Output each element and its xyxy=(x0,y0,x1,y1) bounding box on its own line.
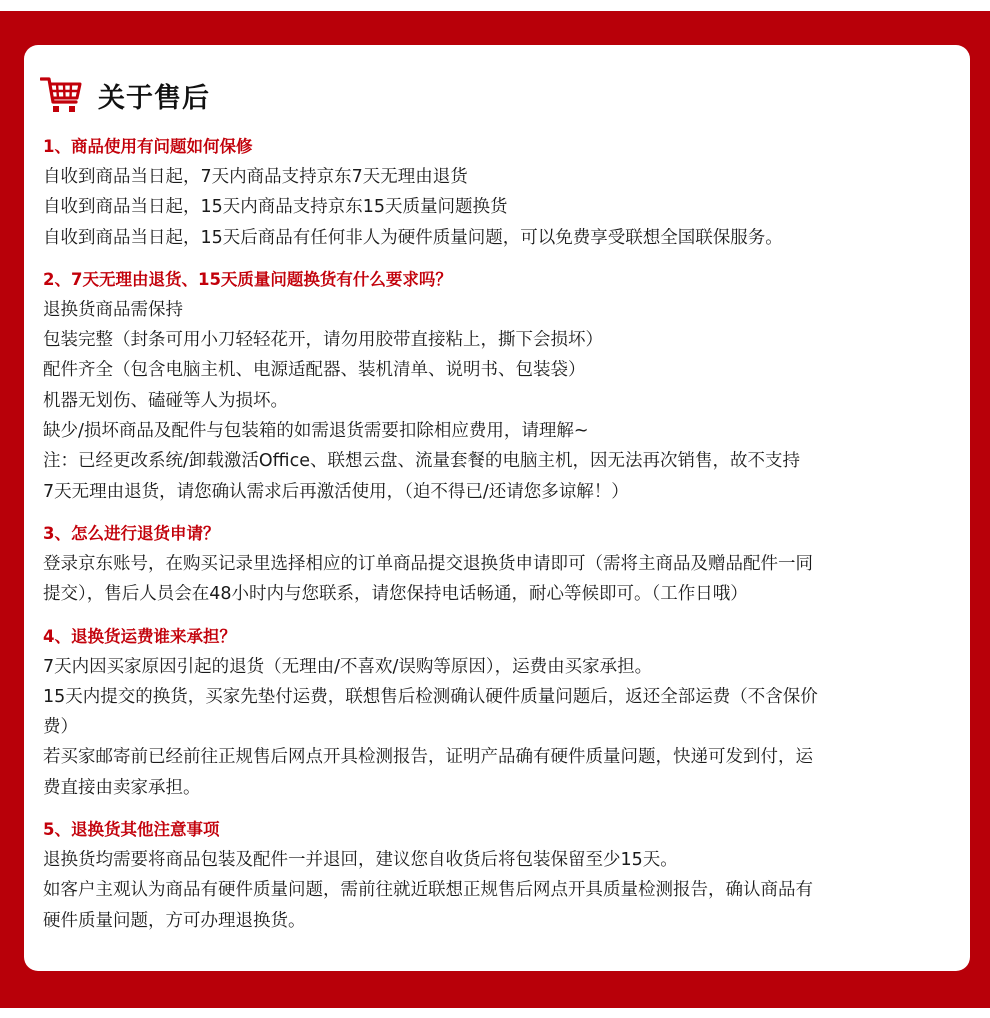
section-warranty xyxy=(43,132,955,253)
section-line: 若买家邮寄前已经前往正规售后网点开具检测报告，证明产品确有硬件质量问题，快递可发到付，运 xyxy=(43,747,813,768)
section-line: 缺少/损坏商品及配件与包装箱的如需退货需要扣除相应费用，请理解~ xyxy=(43,421,589,442)
section-line: 退换货商品需保持 xyxy=(43,299,183,320)
section-heading: 1、商品使用有问题如何保修 xyxy=(43,137,253,156)
shopping-cart-icon xyxy=(40,75,82,115)
section-line: 费直接由卖家承担。 xyxy=(43,777,201,798)
section-line: 自收到商品当日起，15天后商品有任何非人为硬件质量问题，可以免费享受联想全国联保服务。 xyxy=(43,227,783,248)
section-line: 7天内因买家原因引起的退货（无理由/不喜欢/误购等原因），运费由买家承担。 xyxy=(43,656,653,677)
section-line: 硬件质量问题，方可办理退换货。 xyxy=(43,910,306,931)
section-line: 7天无理由退货，请您确认需求后再激活使用，（迫不得已/还请您多谅解！） xyxy=(43,481,629,502)
section-return-requirements xyxy=(43,265,955,507)
section-other-notes xyxy=(43,815,955,936)
section-heading: 2、7天无理由退货、15天质量问题换货有什么要求吗？ xyxy=(43,269,452,289)
section-line: 如客户主观认为商品有硬件质量问题，需前往就近联想正规售后网点开具质量检测报告，确认商品有 xyxy=(43,880,813,901)
section-line: 退换货均需要将商品包装及配件一并退回，建议您自收货后将包装保留至少15天。 xyxy=(43,850,678,871)
section-heading: 4、退换货运费谁来承担？ xyxy=(43,626,236,646)
section-return-application xyxy=(43,519,955,610)
section-line: 自收到商品当日起，15天内商品支持京东15天质量问题换货 xyxy=(43,197,508,218)
section-line: 费） xyxy=(43,717,78,738)
section-line: 自收到商品当日起，7天内商品支持京东7天无理由退货 xyxy=(43,167,468,187)
page-title: 关于售后 xyxy=(98,82,210,114)
after-sales-content xyxy=(43,132,955,948)
section-line: 登录京东账号，在购买记录里选择相应的订单商品提交退换货申请即可（需将主商品及赠品配件一同 xyxy=(43,553,813,574)
section-line: 15天内提交的换货，买家先垫付运费，联想售后检测确认硬件质量问题后，返还全部运费（不含保价 xyxy=(43,686,818,707)
section-line: 机器无划伤、磕碰等人为损坏。 xyxy=(43,390,288,411)
section-shipping-fees xyxy=(43,622,955,803)
section-heading: 5、退换货其他注意事项 xyxy=(43,820,220,840)
page-header xyxy=(40,74,210,116)
section-line: 注：已经更改系统/卸载激活Office、联想云盘、流量套餐的电脑主机，因无法再次销售，故不支持 xyxy=(43,451,800,472)
section-line: 包装完整（封条可用小刀轻轻花开，请勿用胶带直接粘上，撕下会损坏） xyxy=(43,330,603,351)
section-heading: 3、怎么进行退货申请？ xyxy=(43,523,220,543)
section-line: 提交），售后人员会在48小时内与您联系，请您保持电话畅通，耐心等候即可。（工作日哦） xyxy=(43,584,748,605)
section-line: 配件齐全（包含电脑主机、电源适配器、装机清单、说明书、包装袋） xyxy=(43,360,586,381)
